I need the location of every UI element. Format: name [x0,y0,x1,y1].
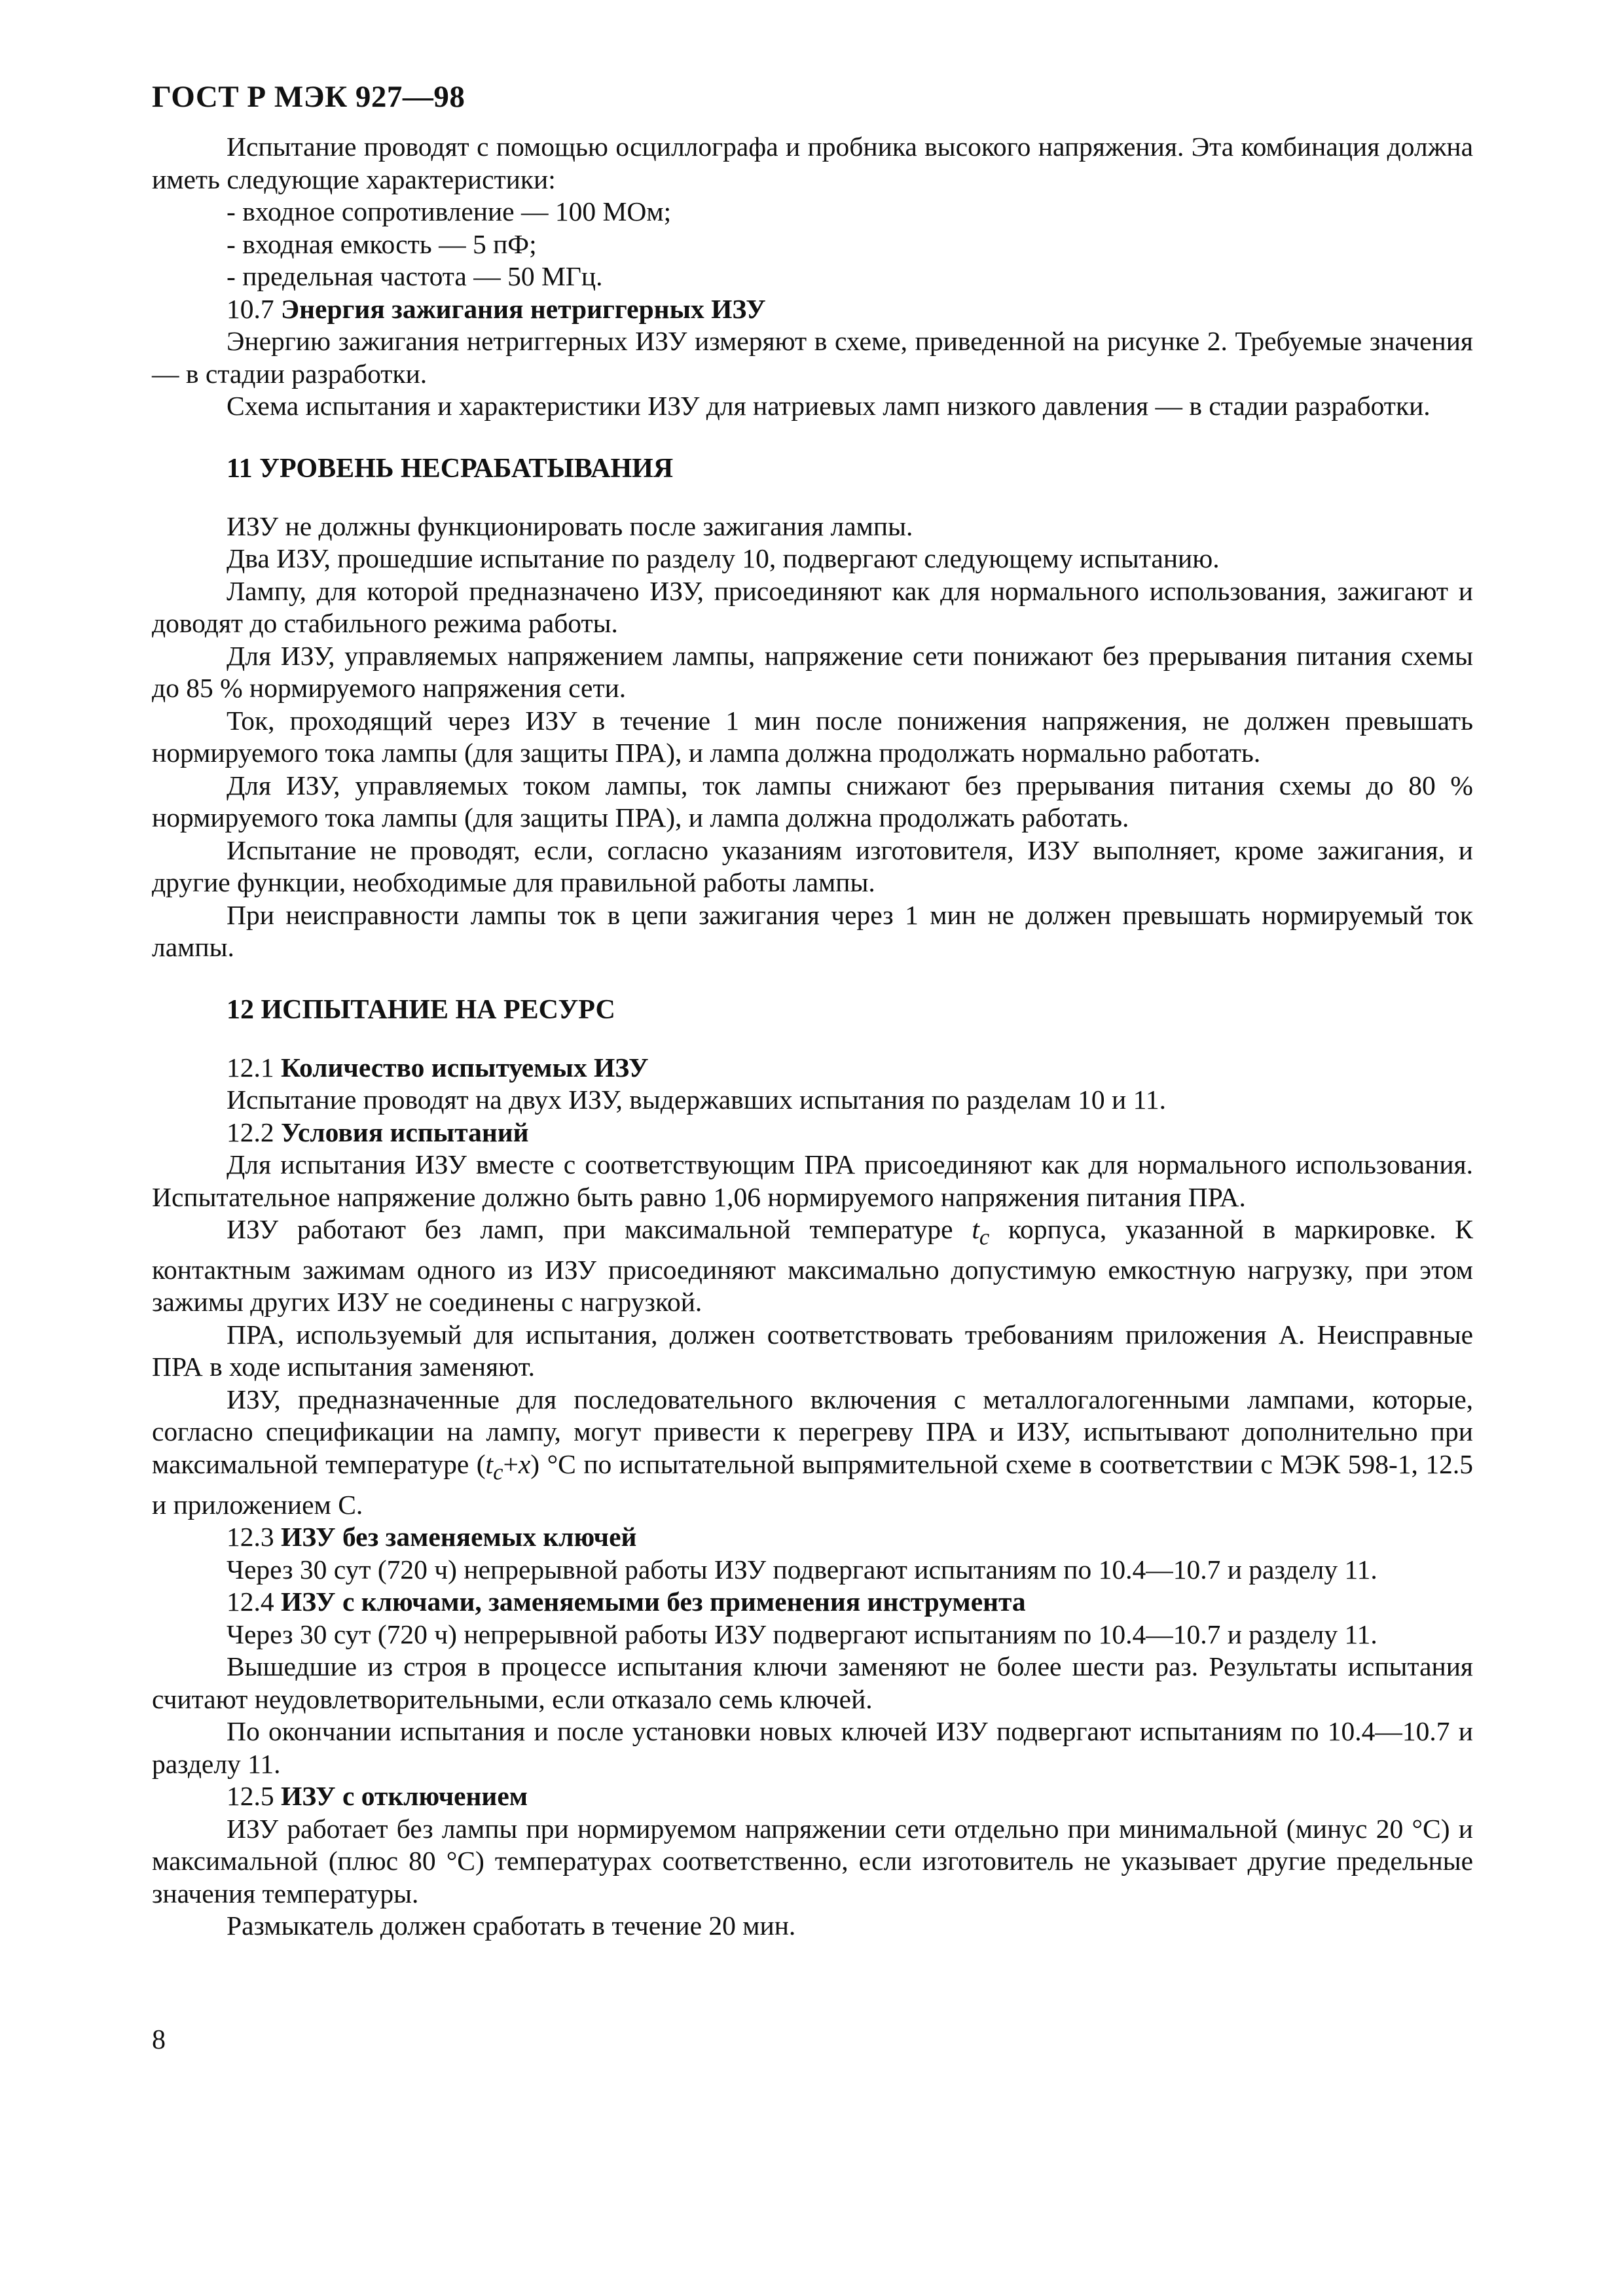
subsection-heading-12-4: 12.4 ИЗУ с ключами, заменяемыми без применения инструмента [227,1587,1026,1617]
paragraph: ПРА, используемый для испытания, должен соответствовать требованиям приложения А. Неисправные ПРА в ходе испытания заменяют. [152,1319,1473,1382]
paragraph-with-symbol: ИЗУ работают без ламп, при максимальной температуре $t_c$ корпуса, указанной в маркировке. К контактным зажимам одного из ИЗУ присоединяют максимально допустимую емкостную нагрузку, при этом зажимы других ИЗУ не соединены с нагрузкой. [152,1214,1473,1318]
paragraph: Два ИЗУ, прошедшие испытание по разделу 10, подвергают следующему испытанию. [227,543,1220,573]
paragraph: Вышедшие из строя в процессе испытания ключи заменяют не более шести раз. Результаты испытания считают неудовлетворительными, если отказало семь ключей. [152,1651,1473,1714]
page-number: 8 [152,2025,166,2055]
intro-paragraph: Испытание проводят с помощью осциллографа и пробника высокого напряжения. Эта комбинация должна иметь следующие характеристики: [152,132,1473,194]
list-item: - входное сопротивление — 100 МОм; [227,196,672,226]
paragraph: Через 30 сут (720 ч) непрерывной работы ИЗУ подвергают испытаниям по 10.4—10.7 и разделу 11. [227,1619,1377,1649]
paragraph: По окончании испытания и после установки новых ключей ИЗУ подвергают испытаниям по 10.4—10.7 и разделу 11. [152,1716,1473,1779]
subsection-heading-12-2: 12.2 Условия испытаний [227,1117,529,1147]
paragraph: Размыкатель должен сработать в течение 20 мин. [227,1910,796,1941]
list-item: - входная емкость — 5 пФ; [227,228,537,259]
paragraph-with-formula: ИЗУ, предназначенные для последовательного включения с металлогалогенными лампами, которые, согласно спецификации на лампу, могут привести к перегреву ПРА и ИЗУ, испытывают дополнительно при максимальной температуре $(t_c+x)$ °С по испытательной выпрямительной схеме в соответствии с МЭК 598-1, 12.5 и приложением С. [152,1384,1473,1520]
paragraph: Через 30 сут (720 ч) непрерывной работы ИЗУ подвергают испытаниям по 10.4—10.7 и разделу 11. [227,1554,1377,1585]
section-heading-11: 11 УРОВЕНЬ НЕСРАБАТЫВАНИЯ [227,453,674,484]
paragraph: Испытание проводят на двух ИЗУ, выдержавших испытания по разделам 10 и 11. [227,1085,1166,1115]
paragraph: Ток, проходящий через ИЗУ в течение 1 мин после понижения напряжения, не должен превышать нормируемого тока лампы (для защиты ПРА), и лампа должна продолжать нормально работать. [152,705,1473,768]
section-heading-12: 12 ИСПЫТАНИЕ НА РЕСУРС [227,994,615,1025]
subsection-heading-12-3: 12.3 ИЗУ без заменяемых ключей [227,1522,637,1552]
paragraph: Лампу, для которой предназначено ИЗУ, присоединяют как для нормального использования, зажигают и доводят до стабильного режима работы. [152,575,1473,638]
paragraph: Для ИЗУ, управляемых напряжением лампы, напряжение сети понижают без прерывания питания схемы до 85 % нормируемого напряжения сети. [152,640,1473,703]
paragraph: При неисправности лампы ток в цепи зажигания через 1 мин не должен превышать нормируемый ток лампы. [152,899,1473,962]
paragraph: Схема испытания и характеристики ИЗУ для натриевых ламп низкого давления — в стадии разработки. [227,391,1431,421]
paragraph: ИЗУ работает без лампы при нормируемом напряжении сети отдельно при минимальной (минус 20 °С) и максимальной (плюс 80 °С) температурах соответственно, если изготовитель не указывает другие предельные значения температуры. [152,1813,1473,1909]
document-code-header: ГОСТ Р МЭК 927—98 [152,80,465,114]
paragraph: Для испытания ИЗУ вместе с соответствующим ПРА присоединяют как для нормального использования. Испытательное напряжение должно быть равно 1,06 нормируемого напряжения питания ПРА. [152,1149,1473,1212]
subsection-heading-12-1: 12.1 Количество испытуемых ИЗУ [227,1052,649,1083]
paragraph: ИЗУ не должны функционировать после зажигания лампы. [227,511,913,541]
paragraph: Испытание не проводят, если, согласно указаниям изготовителя, ИЗУ выполняет, кроме зажигания, и другие функции, необходимые для правильной работы лампы. [152,834,1473,897]
document-page [152,77,1473,1943]
paragraph: Для ИЗУ, управляемых током лампы, ток лампы снижают без прерывания питания схемы до 80 % нормируемого тока лампы (для защиты ПРА), и лампа должна продолжать работать. [152,770,1473,833]
subsection-heading-12-5: 12.5 ИЗУ с отключением [227,1781,528,1812]
paragraph: Энергию зажигания нетриггерных ИЗУ измеряют в схеме, приведенной на рисунке 2. Требуемые значения — в стадии разработки. [152,326,1473,389]
list-item: - предельная частота — 50 МГц. [227,261,603,291]
subsection-heading-10-7: 10.7 Энергия зажигания нетриггерных ИЗУ [227,293,766,324]
